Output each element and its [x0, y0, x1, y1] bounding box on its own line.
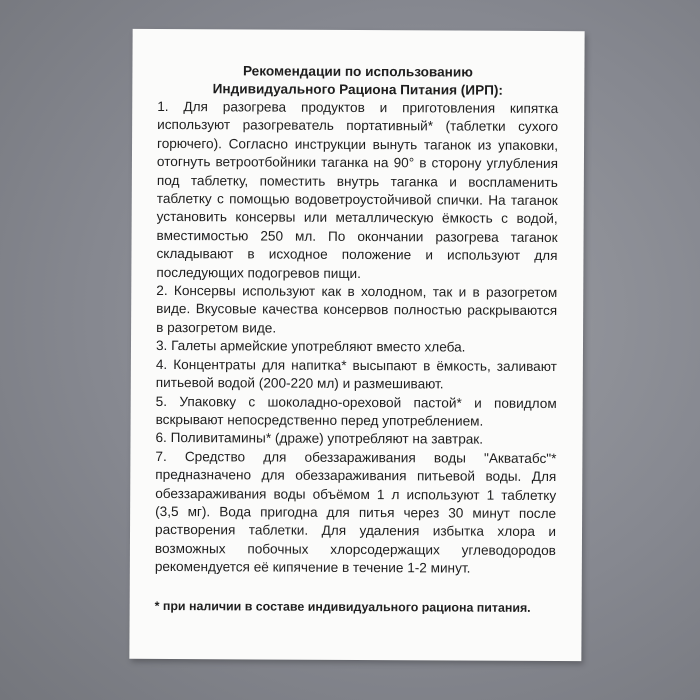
instruction-item-2: 2. Консервы используют как в холодном, так и в разогретом виде. Вкусовые качества консервов полностью раскрываются в разогретом виде.	[156, 283, 558, 336]
instruction-sheet	[129, 29, 584, 661]
instructions-list	[155, 98, 559, 579]
instruction-item-4: 4. Концентраты для напитка* высыпают в ёмкость, заливают питьевой водой (200-220 мл) и размешивают.	[155, 356, 557, 392]
title-line-2: Индивидуального Рациона Питания (ИРП):	[212, 81, 504, 98]
instruction-item-5: 5. Упаковку с шоколадно-ореховой пастой* и повидлом вскрывают непосредственно перед употреблением.	[155, 393, 557, 429]
instruction-item-3: 3. Галеты армейские употребляют вместо хлеба.	[155, 338, 466, 355]
instruction-item-1: 1. Для разогрева продуктов и приготовления кипятка используют разогреватель портативный* (таблетки сухого горючего). Согласно инструкции вынуть таганок из упаковки, отогнуть ветроотбойники таганка на 90° в сторону углубления под таблетку, поместить внутрь таганка и воспламенить таблетку с помощью водоветроустойчивой спички. На таганок установить консервы или металлическую ёмкость с водой, вместимостью 250 мл. По окончании разогрева таганок складывают в исходное положение и используют для последующих подогревов пищи.	[156, 98, 559, 281]
instruction-item-6: 6. Поливитамины* (драже) употребляют на завтрак.	[155, 430, 484, 447]
footnote: * при наличии в составе индивидуального рациона питания.	[154, 598, 531, 615]
instruction-item-7: 7. Средство для обеззараживания воды "Акватабс"* предназначено для обеззараживания питьевой воды. Для обеззараживания воды объёмом 1 л используют 1 таблетку (3,5 мг). Вода пригодна для питья через 30 минут после растворения таблетки. Для удаления избытка хлора и возможных побочных хлорсодержащих углеводородов рекомендуется её кипячение в течение 1-2 минут.	[154, 448, 557, 576]
title-line-1: Рекомендации по использованию	[242, 63, 473, 80]
